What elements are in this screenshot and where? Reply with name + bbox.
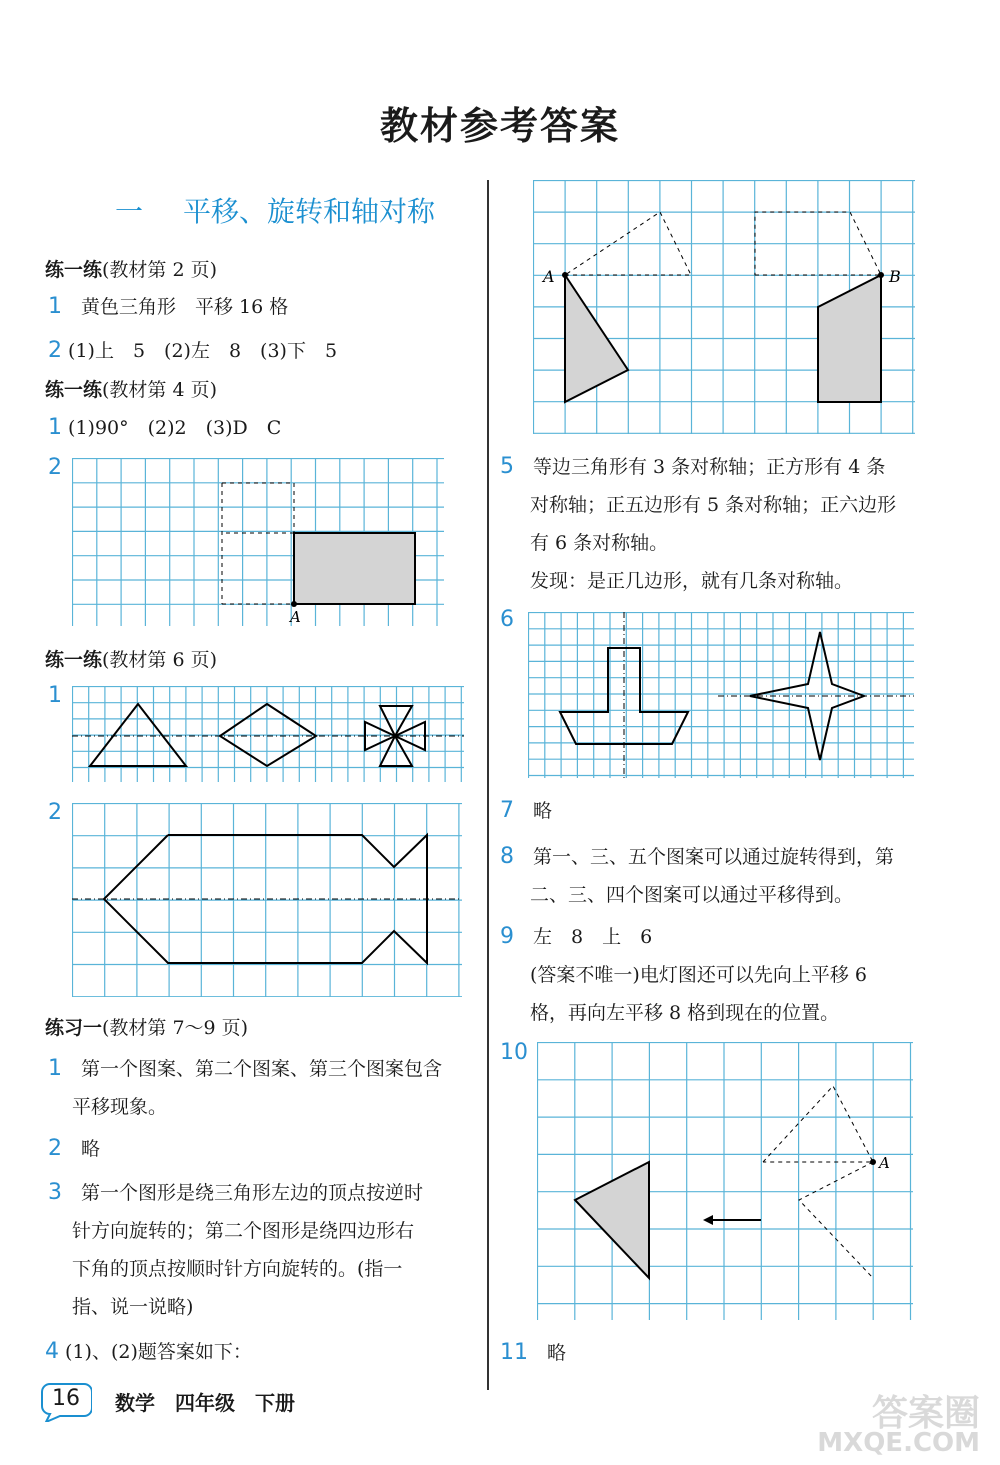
translation-grid-figure-ab — [533, 180, 915, 434]
answer-item: 2 略 — [48, 1136, 101, 1161]
section-heading: 练一练(教材第 6 页) — [45, 649, 218, 671]
page-number: 16 — [52, 1386, 80, 1411]
answer-item: 1 黄色三角形 平移 16 格 — [48, 294, 289, 319]
watermark-url: MXQE.COM — [817, 1428, 980, 1458]
answer-item: 2 — [48, 800, 62, 825]
symmetry-grid-figure-2 — [528, 612, 914, 778]
fish-grid-figure — [72, 803, 462, 997]
answer-item: 8 第一、三、五个图案可以通过旋转得到，第 二、三、四个图案可以通过平移得到。 — [500, 844, 895, 906]
point-label: A — [543, 267, 555, 286]
answer-item: 7 略 — [500, 798, 553, 823]
point-label: A — [879, 1154, 890, 1172]
page-number-badge — [40, 1378, 92, 1422]
answer-item: 9 左 8 上 6 (答案不唯一)电灯图还可以先向上平移 6 格，再向左平移 8 格到现在的位置。 — [500, 924, 867, 1024]
answer-item: 5 等边三角形有 3 条对称轴；正方形有 4 条 对称轴；正五边形有 5 条对称轴；正六边形 有 6 条对称轴。 发现：是正几边形，就有几条对称轴。 — [500, 454, 897, 592]
chapter-heading — [115, 190, 435, 230]
chapter-number: 一 — [115, 195, 144, 228]
book-title: 数学 四年级 下册 — [115, 1391, 295, 1415]
answer-item: 6 — [500, 607, 514, 632]
answer-item: 3 第一个图形是绕三角形左边的顶点按逆时 针方向旋转的；第二个图形是绕四边形右 下角的顶点按顺时针方向旋转的。(指一 指、说一说略) — [48, 1180, 424, 1318]
point-label: B — [889, 267, 901, 286]
answer-item: 2 (1)上 5 (2)左 8 (3)下 5 — [48, 338, 338, 363]
section-heading: 练习一(教材第 7～9 页) — [45, 1017, 249, 1039]
answer-item: 1 (1)90° (2)2 (3)D C — [48, 415, 282, 440]
rotation-grid-figure — [537, 1042, 913, 1320]
symmetry-grid-figure — [72, 686, 464, 782]
point-label: A — [290, 608, 301, 626]
answer-item: 1 — [48, 683, 62, 708]
answer-item: 11 略 — [500, 1340, 567, 1365]
page-title: 教材参考答案 — [379, 103, 620, 148]
translation-grid-figure — [72, 458, 444, 626]
section-heading: 练一练(教材第 4 页) — [45, 379, 218, 401]
section-heading: 练一练(教材第 2 页) — [45, 259, 218, 281]
answer-item: 4 (1)、(2)题答案如下： — [45, 1339, 252, 1364]
answer-item: 2 — [48, 455, 62, 480]
chapter-name: 平移、旋转和轴对称 — [183, 195, 436, 228]
answer-item: 10 — [500, 1040, 528, 1065]
watermark-logo: 答案圈 — [871, 1393, 980, 1434]
answer-item: 1 第一个图案、第二个图案、第三个图案包含 平移现象。 — [48, 1056, 443, 1118]
